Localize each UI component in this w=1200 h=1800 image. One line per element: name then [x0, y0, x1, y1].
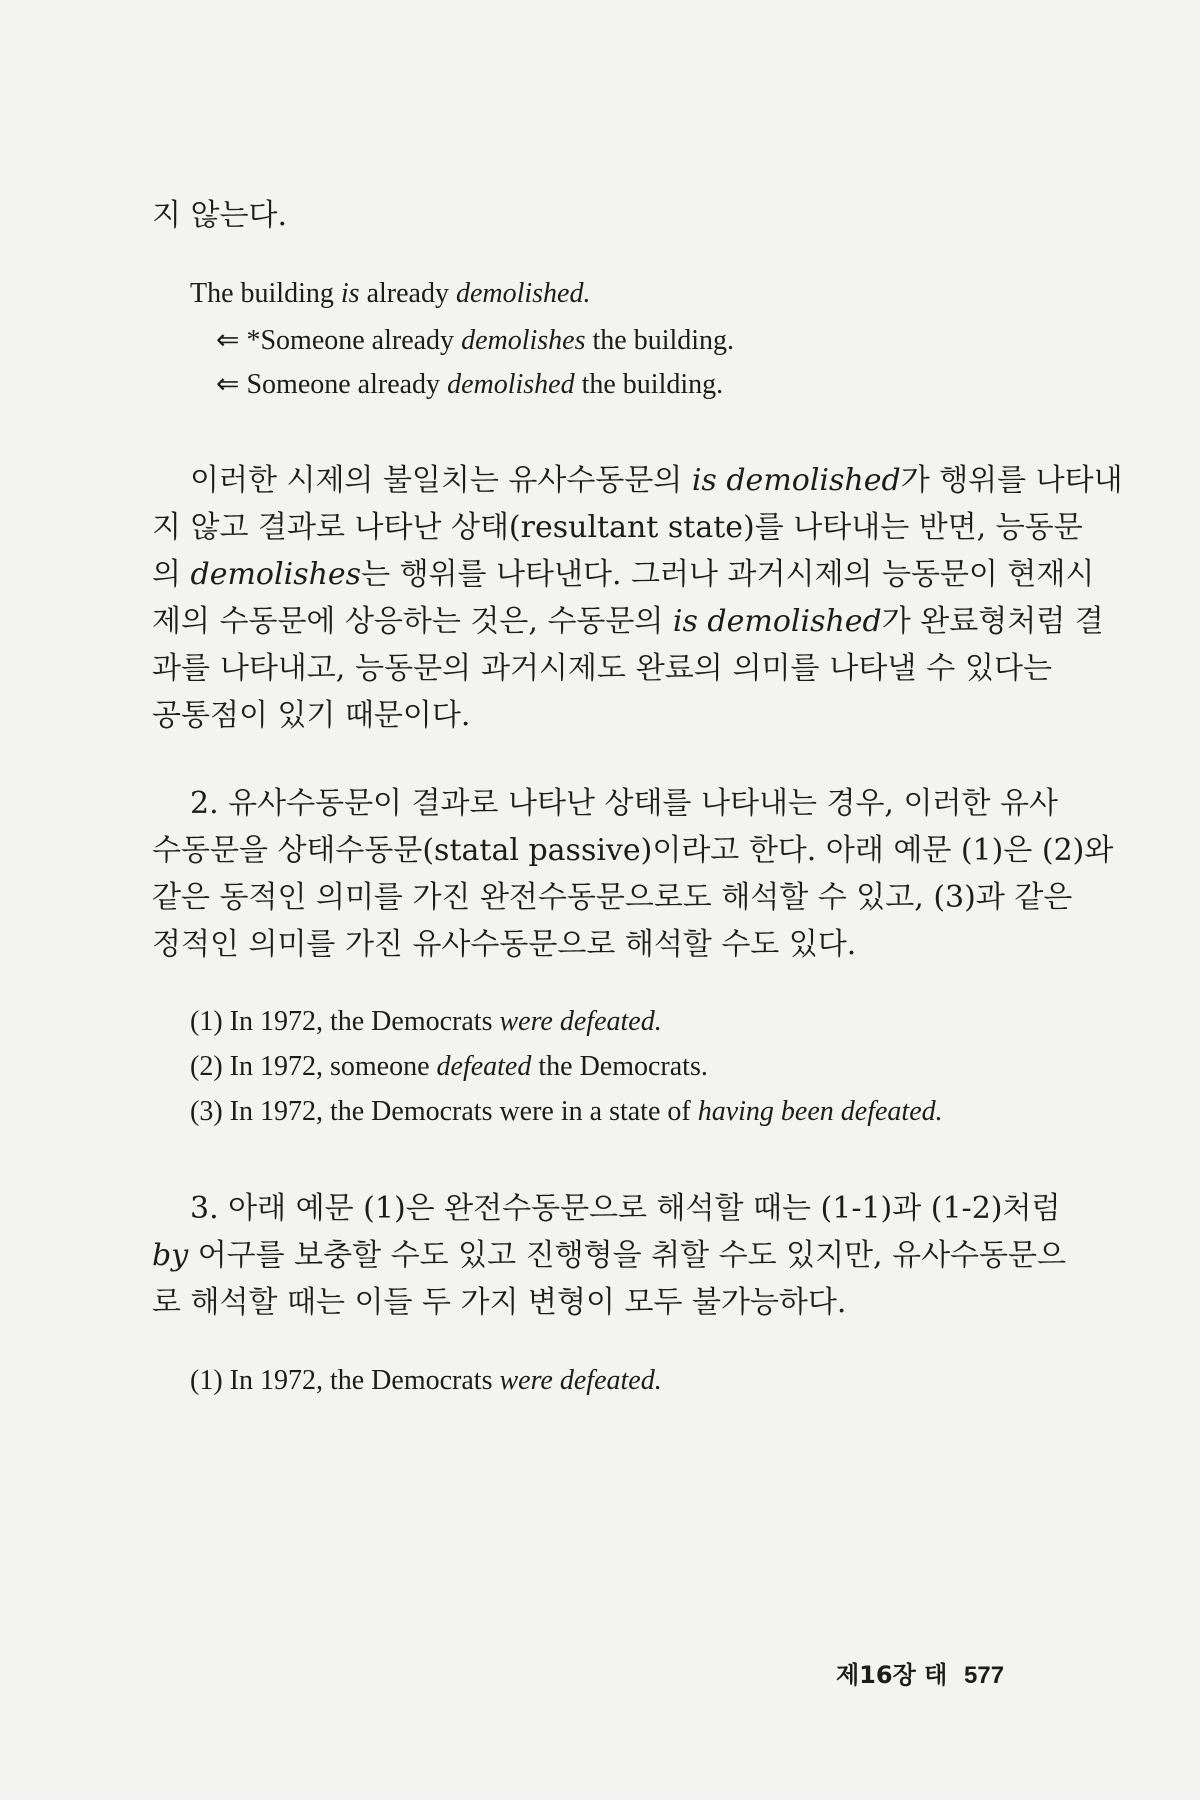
page-number: 577 — [964, 1662, 1005, 1689]
example2-line1: (1) In 1972, the Democrats were defeated. — [190, 1006, 662, 1037]
para1-line5: 과를 나타내고, 능동문의 과거시제도 완료의 의미를 나타낼 수 있다는 — [152, 651, 1052, 686]
para3-line2: by 어구를 보충할 수도 있고 진행형을 취할 수도 있지만, 유사수동문으 — [152, 1238, 1066, 1273]
para3-line3: 로 해석할 때는 이들 두 가지 변형이 모두 불가능하다. — [152, 1285, 847, 1320]
chapter-label: 제16장 태 — [836, 1661, 948, 1689]
para1-line3: 의 demolishes는 행위를 나타낸다. 그러나 과거시제의 능동문이 현재시 — [152, 557, 1095, 592]
para3-line1: 3. 아래 예문 (1)은 완전수동문으로 해석할 때는 (1-1)과 (1-2)처럼 — [190, 1191, 1061, 1226]
example1-line2: ⇐ *Someone already demolishes the building. — [216, 325, 735, 356]
example1-line3: ⇐ Someone already demolished the building. — [216, 369, 724, 400]
para1-line1: 이러한 시제의 불일치는 유사수동문의 is demolished가 행위를 나타내 — [190, 463, 1123, 498]
para2-line2: 수동문을 상태수동문(statal passive)이라고 한다. 아래 예문 (1)은 (2)와 — [152, 833, 1114, 868]
top-fragment: 지 않는다. — [152, 198, 287, 233]
example2-line2: (2) In 1972, someone defeated the Democrats. — [190, 1051, 708, 1082]
para2-line4: 정적인 의미를 가진 유사수동문으로 해석할 수도 있다. — [152, 927, 857, 962]
example2-line3: (3) In 1972, the Democrats were in a state of having been defeated. — [190, 1096, 943, 1127]
para2-line3: 같은 동적인 의미를 가진 완전수동문으로도 해석할 수 있고, (3)과 같은 — [152, 880, 1073, 915]
para1-line2: 지 않고 결과로 나타난 상태(resultant state)를 나타내는 반면, 능동문 — [152, 510, 1083, 545]
example1-line1: The building is already demolished. — [190, 278, 591, 309]
para1-line6: 공통점이 있기 때문이다. — [152, 698, 471, 733]
para1-line4: 제의 수동문에 상응하는 것은, 수동문의 is demolished가 완료형처럼 결 — [152, 604, 1104, 639]
example3-line1: (1) In 1972, the Democrats were defeated. — [190, 1365, 662, 1396]
para2-line1: 2. 유사수동문이 결과로 나타난 상태를 나타내는 경우, 이러한 유사 — [190, 786, 1058, 821]
page-footer — [836, 1655, 1004, 1690]
